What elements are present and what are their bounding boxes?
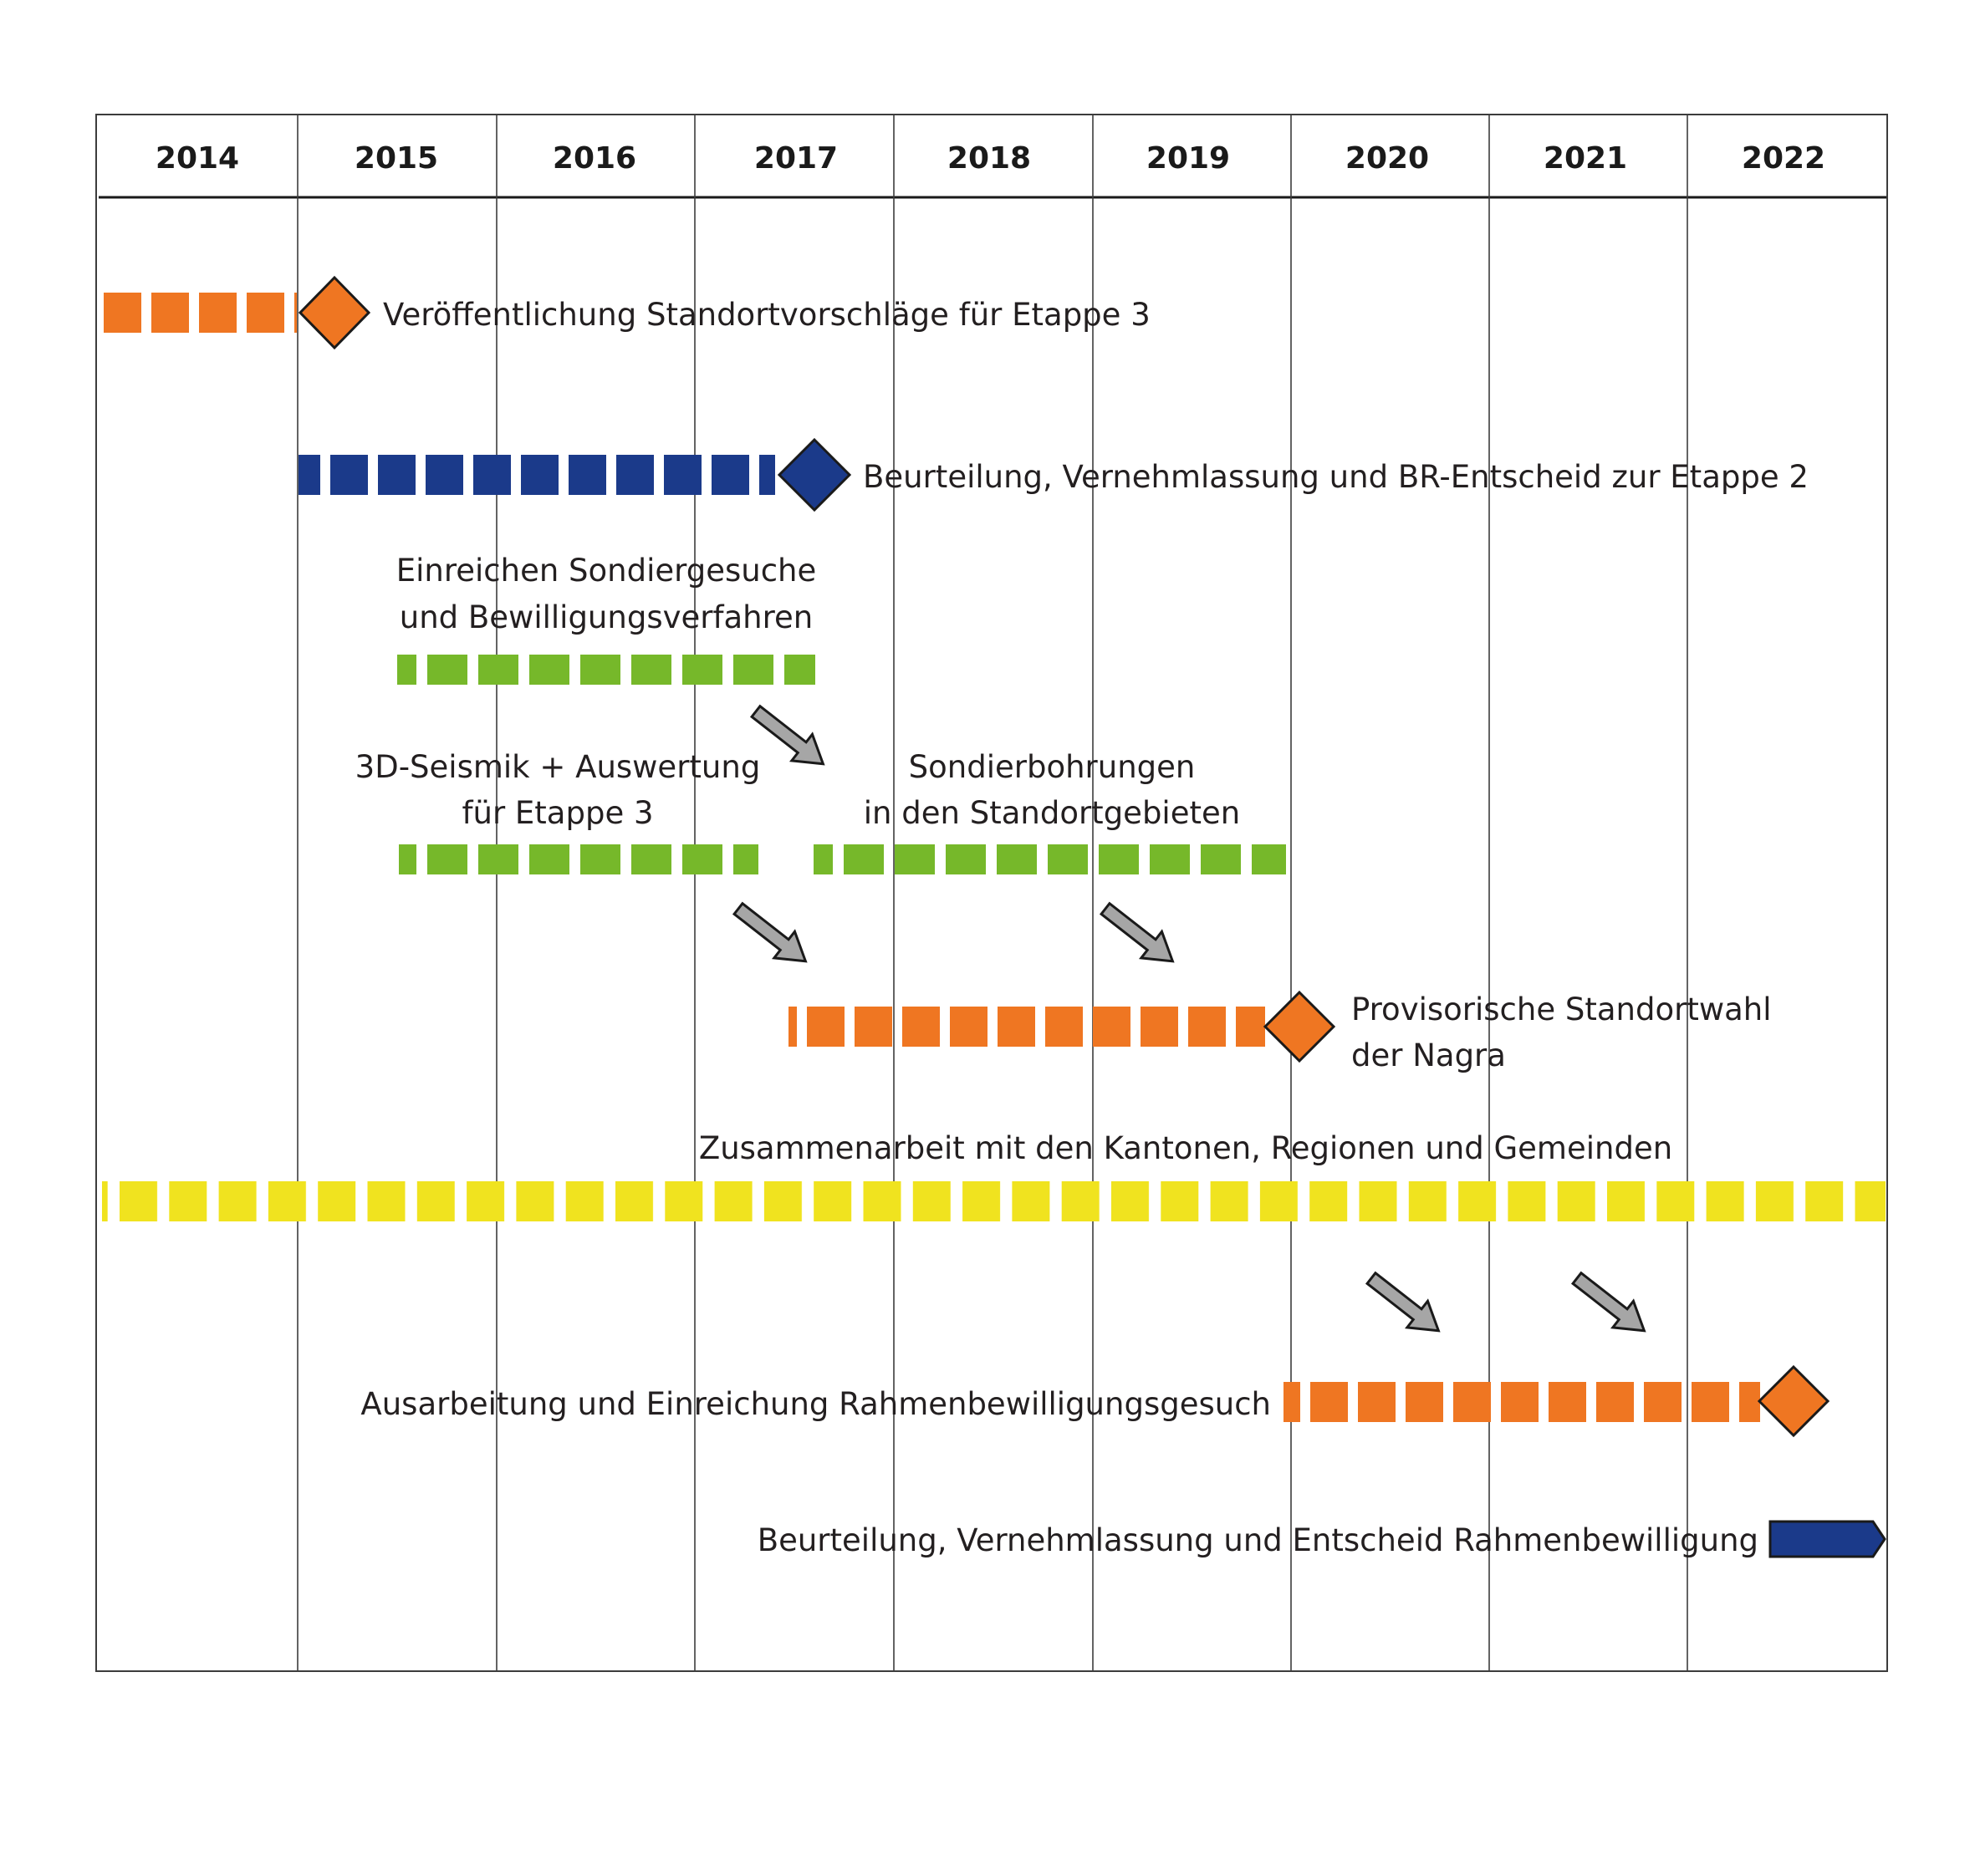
timeline-frame xyxy=(96,115,1887,1671)
dashed-bar-orange xyxy=(788,1007,1265,1047)
transition-arrow-icon xyxy=(728,895,816,974)
dashed-bar-green xyxy=(814,844,1286,874)
dashed-bar-blue xyxy=(299,455,775,495)
row-licence-review xyxy=(758,1522,1885,1558)
label-publication: Veröffentlichung Standortvorschläge für Etappe 3 xyxy=(383,297,1151,333)
label-licence-review: Beurteilung, Vernehmlassung und Entscheid Rahmenbewilligung xyxy=(757,1522,1758,1558)
label-seismic-line1: 3D-Seismik + Auswertung xyxy=(355,749,761,785)
year-label: 2018 xyxy=(947,141,1032,176)
milestone-diamond xyxy=(1759,1367,1828,1435)
row-provisional-site xyxy=(788,992,1772,1073)
year-gridlines xyxy=(298,115,1687,1671)
label-provisional-line1: Provisorische Standortwahl xyxy=(1351,992,1772,1027)
year-label: 2020 xyxy=(1345,141,1430,176)
row-cooperation xyxy=(102,1130,1886,1221)
label-seismic-line2: für Etappe 3 xyxy=(462,795,654,831)
year-label: 2022 xyxy=(1741,141,1826,176)
milestone-diamond xyxy=(300,278,369,348)
continuing-arrow-icon xyxy=(1770,1522,1885,1557)
dashed-bar-green xyxy=(397,655,815,685)
row-exploration-requests xyxy=(396,553,817,685)
transition-arrow-icon xyxy=(1095,895,1183,974)
year-label: 2019 xyxy=(1146,141,1231,176)
row-stage2-review xyxy=(299,440,1809,510)
year-label: 2014 xyxy=(155,141,240,176)
year-label: 2015 xyxy=(354,141,439,176)
row-general-licence xyxy=(360,1367,1828,1435)
transition-arrow-icon xyxy=(1361,1265,1449,1343)
label-general-licence: Ausarbeitung und Einreichung Rahmenbewilligungsgesuch xyxy=(360,1386,1271,1422)
row-seismic xyxy=(355,749,761,874)
dashed-bar-orange xyxy=(1283,1382,1760,1422)
label-stage2-review: Beurteilung, Vernehmlassung und BR-Entscheid zur Etappe 2 xyxy=(863,459,1809,495)
dashed-bar-yellow xyxy=(102,1181,1886,1221)
dashed-bar-green xyxy=(399,844,758,874)
transition-arrow-icon xyxy=(1567,1265,1655,1343)
year-label: 2021 xyxy=(1543,141,1628,176)
label-provisional-line2: der Nagra xyxy=(1351,1037,1506,1073)
label-boreholes-line2: in den Standortgebieten xyxy=(863,795,1241,831)
label-cooperation: Zusammenarbeit mit den Kantonen, Regionen und Gemeinden xyxy=(698,1130,1673,1166)
dashed-bar-orange xyxy=(102,293,297,333)
milestone-diamond xyxy=(779,440,850,510)
milestone-diamond xyxy=(1265,992,1334,1061)
year-headers xyxy=(156,141,1825,176)
row-publication xyxy=(102,278,1151,348)
label-boreholes-line1: Sondierbohrungen xyxy=(908,749,1196,785)
row-boreholes xyxy=(814,749,1286,874)
year-label: 2017 xyxy=(753,141,839,176)
label-exploration-line2: und Bewilligungsverfahren xyxy=(399,599,814,635)
year-label: 2016 xyxy=(552,141,637,176)
label-exploration-line1: Einreichen Sondiergesuche xyxy=(396,553,817,589)
